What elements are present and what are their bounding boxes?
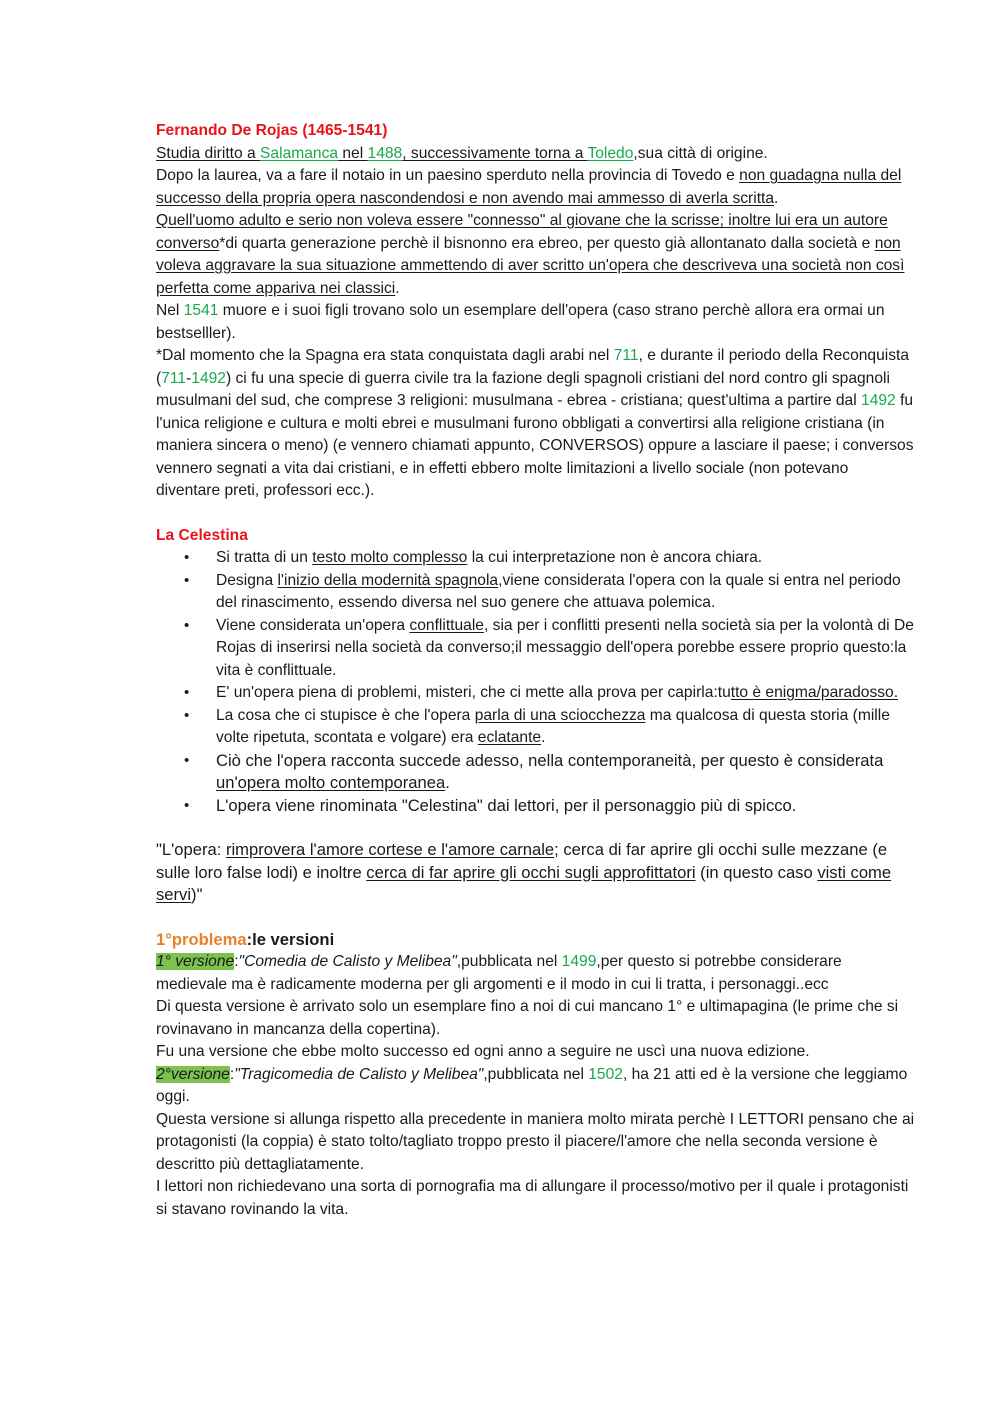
highlight-version-1: 1° versione bbox=[156, 953, 235, 970]
paragraph-version-2: 2°versione:"Tragicomedia de Calisto y Melibea",pubblicata nel 1502, ha 21 atti ed è la versione che leggiamo oggi. bbox=[156, 1065, 908, 1105]
place-toledo: Toledo bbox=[587, 144, 634, 162]
document-page bbox=[156, 120, 916, 1221]
paragraph-studies: Studia diritto a Salamanca nel 1488, successivamente torna a Toledo,sua città di origine. bbox=[156, 144, 768, 162]
list-item: • Designa l'inizio della modernità spagnola,viene considerata l'opera con la quale si entra nel periodo del rinascimento, essendo diversa nel suo genere che attuava polemica. bbox=[184, 571, 901, 611]
bullet-icon: • bbox=[184, 571, 190, 589]
quote-paragraph: "L'opera: rimprovera l'amore cortese e l'amore carnale; cerca di far aprire gli occhi sulle mezzane (e sulle loro false lodi) e inoltre cerca di far aprire gli occhi sugli approfittatori (in questo caso visti come servi)" bbox=[156, 840, 892, 904]
bullet-icon: • bbox=[184, 751, 190, 769]
section-title-de-rojas: Fernando De Rojas (1465-1541) bbox=[156, 122, 388, 139]
list-item: • L'opera viene rinominata "Celestina" dai lettori, per il personaggio più di spicco. bbox=[156, 795, 916, 818]
paragraph-version-1-copy: Di questa versione è arrivato solo un esemplare fino a noi di cui mancano 1° e ultimapagina (le prime che si rovinavano in mancanza della copertina). bbox=[156, 998, 899, 1038]
list-item: • E' un'opera piena di problemi, misteri, che ci mette alla prova per capirla:tutto è enigma/paradosso. bbox=[156, 682, 916, 705]
list-item: • Si tratta di un testo molto complesso la cui interpretazione non è ancora chiara. bbox=[156, 547, 916, 570]
list-item: • Ciò che l'opera racconta succede adesso, nella contemporaneità, per questo è considerata un'opera molto contemporanea. bbox=[184, 750, 884, 792]
bullet-list bbox=[156, 547, 916, 750]
year-1488: 1488 bbox=[367, 144, 403, 162]
paragraph-death: Nel 1541 muore e i suoi figli trovano solo un esemplare dell'opera (caso strano perchè allora era ormai un bestselller). bbox=[156, 302, 885, 342]
section-title-celestina: La Celestina bbox=[156, 526, 248, 544]
bullet-icon: • bbox=[184, 684, 190, 701]
place-salamanca: Salamanca bbox=[260, 144, 339, 162]
paragraph-footnote-conversos: *Dal momento che la Spagna era stata conquistata dagli arabi nel 711, e durante il periodo della Reconquista (711-1492) ci fu una specie di guerra civile tra la fazione degli spagnoli cristiani del nord contro gli spagnoli musulmani del sud, che comprese 3 religioni: musulmana - ebrea - cristiana; quest'ultima a partire dal 1492 fu l'unica religione e cultura e molti ebrei e musulmani furono obbligati a convertirsi alla religione cristiana (in maniera sincera o meno) (e vennero chiamati appunto, CONVERSOS) oppure a lasciare il paese; i conversos vennero segnati a vita dai cristiani, e in effetti ebbero molte limitazioni a livello sociale (non potevano diventare preti, professori ecc.). bbox=[156, 347, 914, 499]
paragraph-readers: I lettori non richiedevano una sorta di pornografia ma di allungare il processo/motivo per il quale i protagonisti si stavano rovinando la vita. bbox=[156, 1178, 909, 1218]
paragraph-career: Dopo la laurea, va a fare il notaio in un paesino sperduto nella provincia di Tovedo e non guadagna nulla del successo della propria opera nascondendosi e non avendo mai ammesso di averla scritta. Quell'uomo adulto e serio non voleva essere "connesso" al giovane che la scrisse; inoltre lui era un autore converso*di quarta generazione perchè il bisnonno era ebreo, per questo già allontanato dalla società e non voleva aggravare la sua situazione ammettendo di aver scritto un'opera che descriveva una società non così perfetta come appariva nei classici. bbox=[156, 167, 905, 297]
paragraph-version-success: Fu una versione che ebbe molto successo ed ogni anno a seguire ne uscì una nuova edizione. bbox=[156, 1043, 810, 1060]
paragraph-version-2-extension: Questa versione si allunga rispetto alla precedente in maniera molto mirata perchè I LETTORI pensano che ai protagonisti (la coppia) è stato tolto/tagliato troppo presto il piacere/l'amore che nella seconda versione è descritto più dettagliatamente. bbox=[156, 1110, 915, 1173]
bullet-list-large bbox=[156, 750, 916, 818]
paragraph-version-1: 1° versione:"Comedia de Calisto y Melibea",pubblicata nel 1499,per questo si potrebbe considerare medievale ma è radicamente moderna per gli argomenti e il modo in cui li tratta, i personaggi..ecc bbox=[156, 953, 842, 993]
bullet-icon: • bbox=[184, 549, 190, 566]
list-item: • Viene considerata un'opera conflittuale, sia per i conflitti presenti nella società sia per la volontà di De Rojas di inserirsi nella società da converso;il messaggio dell'opera porebbe essere proprio questo:la vita è conflittuale. bbox=[184, 616, 914, 679]
list-item: • La cosa che ci stupisce è che l'opera parla di una sciocchezza ma qualcosa di questa storia (mille volte ripetuta, scontata e volgare) era eclatante. bbox=[184, 706, 890, 746]
bullet-icon: • bbox=[184, 706, 190, 724]
bullet-icon: • bbox=[184, 796, 190, 814]
bullet-icon: • bbox=[184, 616, 190, 634]
section-title-versions: 1°problema:le versioni bbox=[156, 929, 335, 949]
highlight-version-2: 2°versione bbox=[156, 1065, 230, 1083]
